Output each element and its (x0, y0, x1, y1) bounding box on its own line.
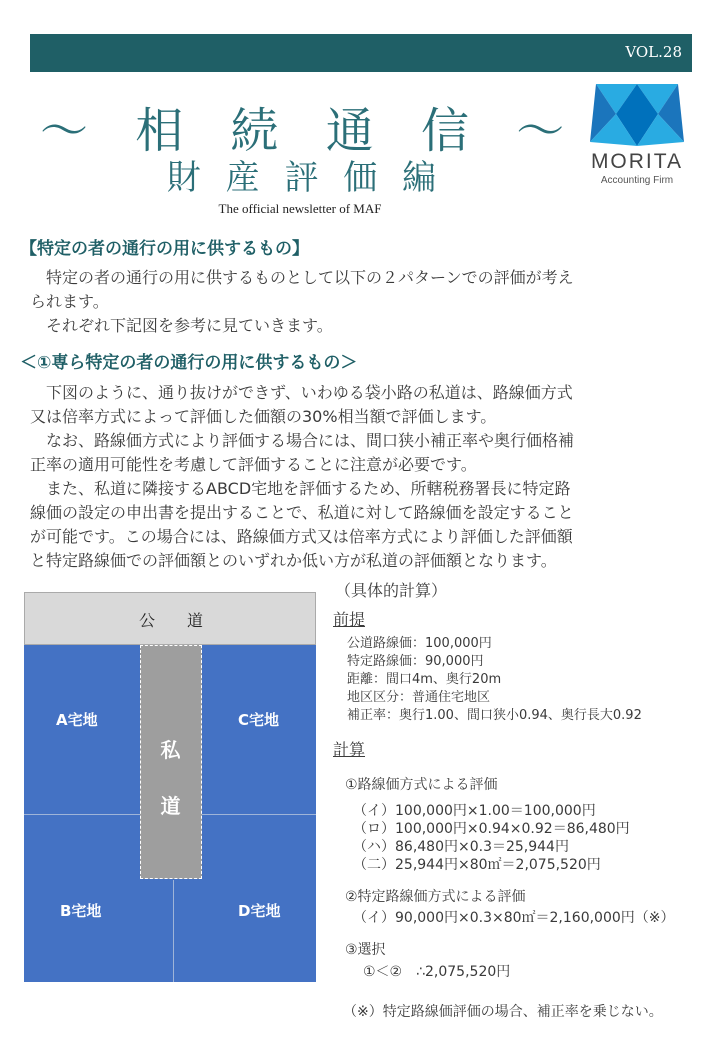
private-road-label (141, 722, 200, 834)
volume-number: VOL.28 (625, 43, 682, 61)
calculation-panel (333, 578, 713, 1021)
newsletter-title: ～ 相 続 通 信 ～ (40, 103, 581, 159)
paragraph-line: 下図のように、通り抜けができず、いわゆる袋小路の私道は、路線価方式 (30, 383, 573, 402)
paragraph-line: なお、路線価方式により評価する場合には、間口狭小補正率や奥行価格補 (30, 431, 575, 450)
lot-c-label: C宅地 (238, 711, 280, 729)
lot-a-label: A宅地 (56, 711, 98, 729)
paragraph-line: 正率の適用可能性を考慮して評価することに注意が必要です。 (30, 455, 477, 474)
paragraph-line: 又は倍率方式によって評価した価額の30%相当額で評価します。 (30, 407, 497, 426)
premise-item: 距離：間口4m、奥行20m (347, 672, 502, 687)
calc-step: （イ）90,000円×0.3×80㎡＝2,160,000円（※） (353, 910, 675, 926)
paragraph-line: られます。 (30, 292, 109, 311)
private-road-char: 道 (160, 794, 181, 818)
premise-item: 公道路線価：100,000円 (347, 636, 492, 651)
private-road-char: 私 (160, 738, 181, 762)
logo-wordmark: MORITA (590, 150, 684, 173)
calc-step: （ロ）100,000円×0.94×0.92＝86,480円 (353, 821, 630, 837)
premise-item: 地区区分：普通住宅地区 (347, 690, 491, 705)
lot-d-label: D宅地 (238, 902, 281, 920)
method1-steps (353, 802, 713, 874)
calculation-title: （具体的計算） (335, 581, 448, 600)
premise-heading: 前提 (333, 610, 366, 629)
subsection-heading: ＜①専ら特定の者の通行の用に供するもの＞ (20, 353, 358, 373)
method1-title: ①路線価方式による評価 (345, 777, 498, 793)
public-road-label: 公 道 (138, 611, 203, 630)
paragraph-line: それぞれ下記図を参考に見ていきます。 (30, 316, 333, 335)
calc-step: （ハ）86,480円×0.3＝25,944円 (353, 839, 569, 855)
selection-result: ①＜② ∴2,075,520円 (363, 964, 511, 980)
paragraph-line: が可能です。この場合には、路線価方式又は倍率方式により評価した評価額 (30, 527, 573, 546)
section-heading: 【特定の者の通行の用に供するもの】 (20, 239, 309, 259)
public-road (24, 592, 316, 645)
private-road (140, 645, 202, 879)
calc-step: （イ）100,000円×1.00＝100,000円 (353, 803, 596, 819)
subsection-paragraph (30, 381, 680, 573)
paragraph-line: 線価の設定の申出書を提出することで、私道に対して路線価を設定すること (30, 503, 574, 522)
lot-b-label: B宅地 (60, 902, 102, 920)
newsletter-subtitle: 財 産 評 価 編 (166, 158, 444, 198)
premise-item: 補正率：奥行1.00、間口狭小0.94、奥行長大0.92 (347, 708, 642, 723)
premise-item: 特定路線価：90,000円 (347, 654, 484, 669)
logo-subtitle: Accounting Firm (600, 175, 674, 186)
header-bar (30, 34, 692, 72)
lot-divider-vertical (173, 880, 174, 982)
newsletter-tagline: The official newsletter of MAF (218, 201, 382, 216)
paragraph-line: と特定路線価での評価額とのいずれか低い方が私道の評価額となります。 (30, 551, 557, 570)
method2-steps (353, 909, 713, 927)
land-diagram (24, 592, 316, 982)
section-paragraph (30, 266, 680, 338)
premise-list (347, 635, 713, 725)
calc-step: （二）25,944円×80㎡＝2,075,520円 (353, 857, 601, 873)
paragraph-line: 特定の者の通行の用に供するものとして以下の２パターンでの評価が考え (30, 268, 574, 287)
method2-title: ②特定路線価方式による評価 (345, 889, 526, 905)
calculation-heading: 計算 (333, 740, 366, 759)
footnote: （※）特定路線価評価の場合、補正率を乗じない。 (343, 1004, 663, 1020)
paragraph-line: また、私道に隣接するABCD宅地を評価するため、所轄税務署長に特定路 (30, 479, 571, 498)
selection-title: ③選択 (345, 942, 386, 958)
